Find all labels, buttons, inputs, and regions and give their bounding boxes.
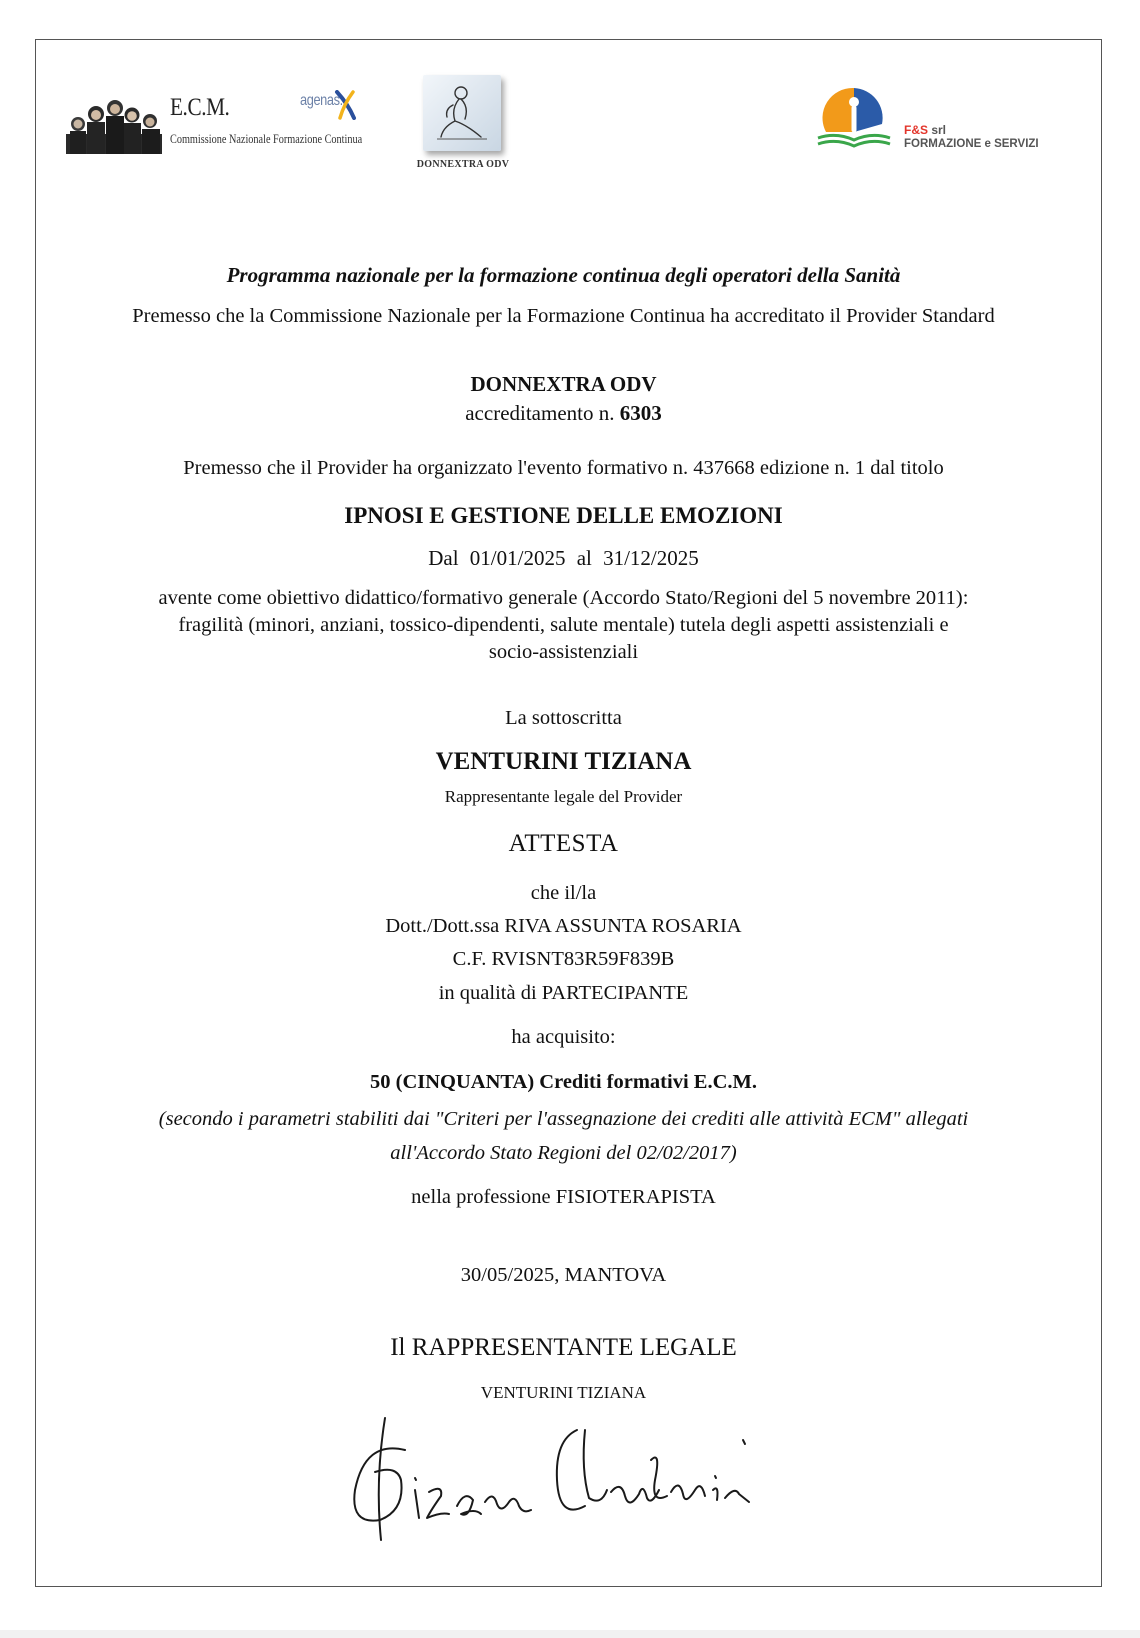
agenas-x-icon xyxy=(334,90,358,120)
donnextra-logo xyxy=(413,71,528,177)
undersigned-label: La sottoscritta xyxy=(505,707,622,729)
accreditation-number: 6303 xyxy=(619,401,662,425)
fs-tagline: FORMAZIONE e SERVIZI xyxy=(904,138,1039,150)
ecm-logo xyxy=(66,88,366,158)
accreditation: accreditamento n. 6303 xyxy=(465,401,662,425)
legal-rep-role: Rappresentante legale del Provider xyxy=(444,787,683,806)
handwritten-signature xyxy=(345,1410,785,1560)
signatory-title: Il RAPPRESENTANTE LEGALE xyxy=(390,1334,737,1361)
ecm-title: E.C.M. xyxy=(170,94,230,121)
viewer-bottom-strip xyxy=(0,1630,1140,1638)
attests-heading: ATTESTA xyxy=(508,830,619,857)
premise-event: Premesso che il Provider ha organizzato l'evento formativo n. 437668 edizione n. 1 dal titolo xyxy=(183,457,944,479)
event-objective: avente come obiettivo didattico/formativo generale (Accordo Stato/Regioni del 5 novembre 2011): fragilità (minori, anziani, tossico-dipendenti, salute mentale) tutela degli aspetti assistenziali e socio-assistenziali xyxy=(158,587,969,663)
participant-capacity: in qualità di PARTECIPANTE xyxy=(438,982,689,1004)
that-label: che il/la xyxy=(530,882,597,904)
program-title: Programma nazionale per la formazione continua degli operatori della Sanità xyxy=(226,263,901,287)
fs-logo xyxy=(814,84,1074,154)
event-title: IPNOSI E GESTIONE DELLE EMOZIONI xyxy=(344,503,783,528)
legal-rep-name: VENTURINI TIZIANA xyxy=(435,748,692,775)
tax-code: C.F. RVISNT83R59F839B xyxy=(452,948,675,970)
ecm-subtitle: Commissione Nazionale Formazione Continua xyxy=(170,132,363,146)
donnextra-label: DONNEXTRA ODV xyxy=(416,159,510,170)
ecm-group-photo-icon xyxy=(66,88,162,154)
date-place: 30/05/2025, MANTOVA xyxy=(460,1264,667,1286)
credit-parameters: (secondo i parametri stabiliti dai "Criteri per l'assegnazione dei crediti alle attività ECM" allegati all'Accordo Stato Regioni del 02/02/2017) xyxy=(158,1108,969,1164)
agenas-wordmark: agenas. xyxy=(300,92,343,109)
credits-awarded: 50 (CINQUANTA) Crediti formativi E.C.M. xyxy=(370,1071,757,1093)
seated-woman-icon xyxy=(423,75,501,151)
participant-name: Dott./Dott.ssa RIVA ASSUNTA ROSARIA xyxy=(385,915,742,937)
acquired-label: ha acquisito: xyxy=(511,1026,616,1048)
profession: nella professione FISIOTERAPISTA xyxy=(411,1186,716,1208)
premise-provider: Premesso che la Commissione Nazionale per la Formazione Continua ha accreditato il Provider Standard xyxy=(132,305,995,327)
signatory-name: VENTURINI TIZIANA xyxy=(480,1383,647,1402)
fs-book-person-icon xyxy=(814,84,894,152)
event-dates: Dal 01/01/2025 al 31/12/2025 xyxy=(428,546,699,570)
fs-company-name: F&S srl xyxy=(904,123,947,137)
provider-name: DONNEXTRA ODV xyxy=(470,372,657,396)
donnextra-emblem xyxy=(423,75,501,151)
